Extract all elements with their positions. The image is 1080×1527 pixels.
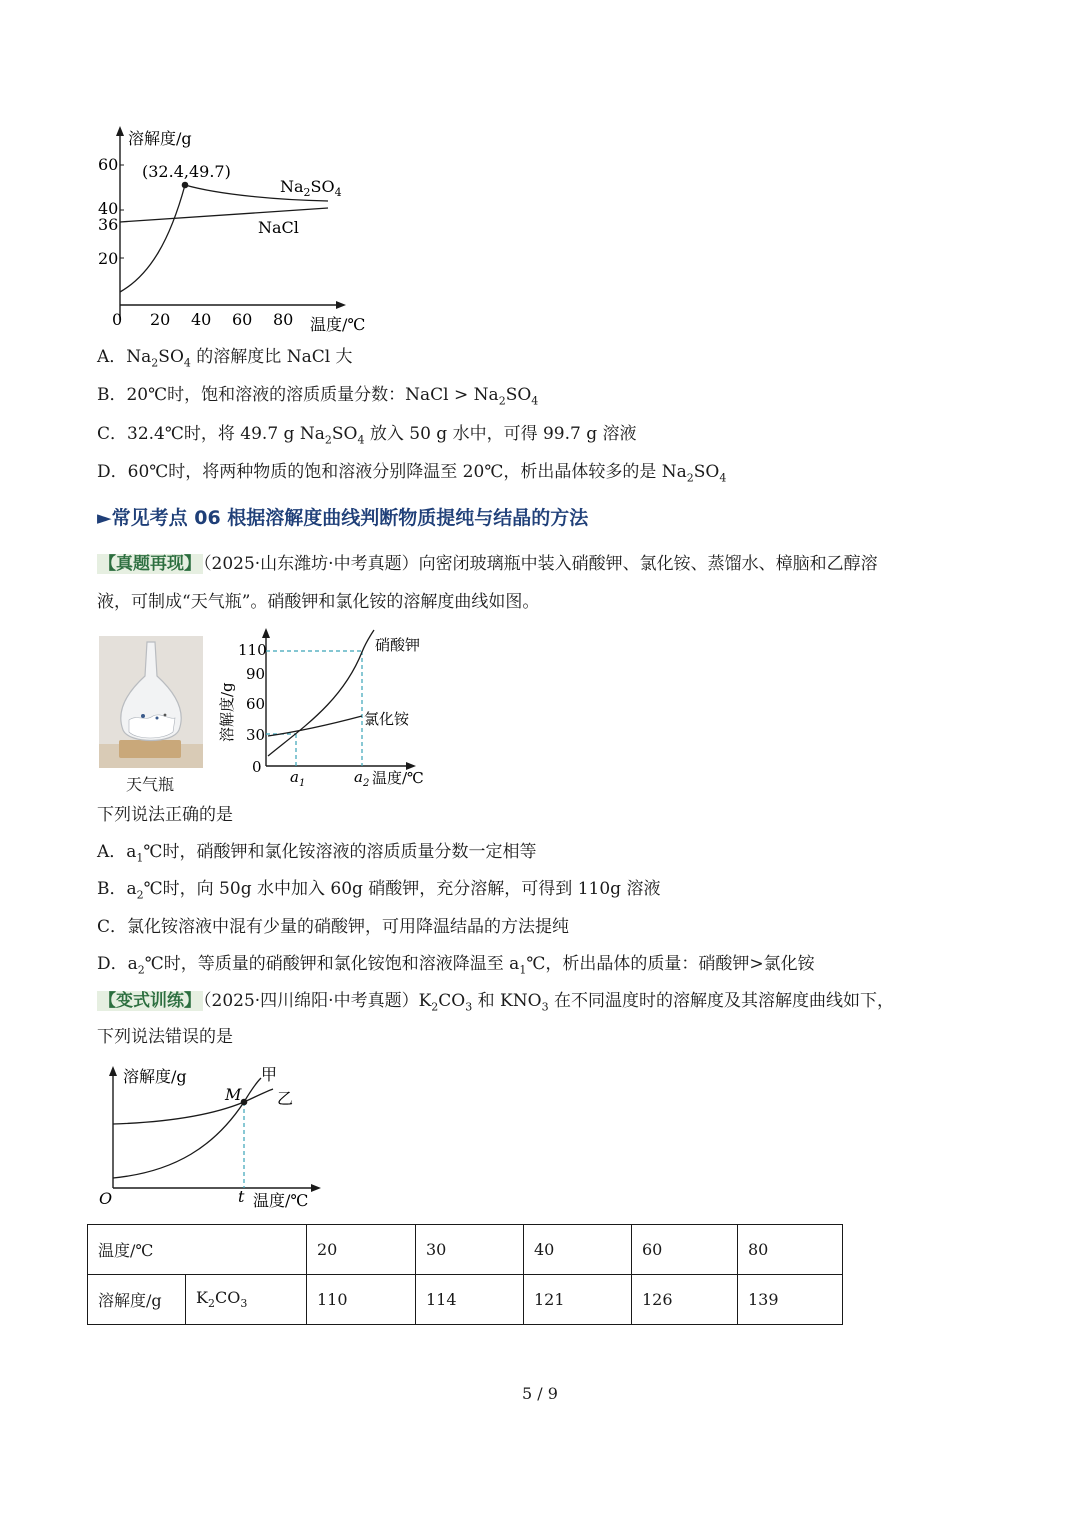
q3-intro-line2: 下列说法错误的是: [97, 1027, 233, 1047]
t-label: t: [238, 1187, 245, 1206]
chart-na2so4-nacl: [90, 120, 390, 335]
chart-jia-yi: [95, 1060, 335, 1215]
label-m: M: [225, 1085, 242, 1104]
q2-intro-line2: 液，可制成“天气瓶”。硝酸钾和氯化铵的溶解度曲线如图。: [97, 592, 540, 612]
q1-option-b: B．20℃时，饱和溶液的溶质质量分数：NaCl > $Na_2SO_4$: [97, 385, 539, 408]
x-tick-a1: $a_1$: [290, 768, 306, 789]
value-80: 139: [738, 1275, 843, 1325]
y-tick-20: 20: [98, 249, 119, 268]
y-axis-label: 溶解度/g: [218, 682, 236, 742]
q2-tag: 【真题再现】: [99, 554, 201, 574]
x-tick-60: 60: [232, 310, 253, 329]
curve-kno3: [268, 630, 374, 756]
y-axis-arrow: [262, 628, 270, 638]
y-tick-110: 110: [238, 641, 267, 659]
label-yi: 乙: [277, 1089, 294, 1108]
q2-option-b: B．$a_2℃$时，向 50g 水中加入 60g 硝酸钾，充分溶解，可得到 110g 溶液: [97, 879, 661, 902]
point-32-4: [182, 182, 189, 189]
point-label: (32.4,49.7): [142, 162, 231, 181]
section-heading: ►常见考点 06 根据溶解度曲线判断物质提纯与结晶的方法: [97, 507, 589, 529]
temp-20: 20: [307, 1225, 416, 1275]
x-axis-label: 温度/℃: [253, 1191, 309, 1210]
photo-caption: 天气瓶: [126, 775, 175, 794]
label-nacl: NaCl: [258, 218, 299, 237]
label-nh4cl: 氯化铵: [364, 710, 410, 728]
label-kno3: 硝酸钾: [375, 636, 421, 654]
q2-intro-line1: 【真题再现】 （2025·山东潍坊·中考真题）向密闭玻璃瓶中装入硝酸钾、氯化铵、蒸馏水、樟脑和乙醇溶: [99, 554, 878, 574]
q3-tag: 【变式训练】: [99, 991, 201, 1011]
q2-option-a: A．$a_1℃$时，硝酸钾和氯化铵溶液的溶质质量分数一定相等: [97, 842, 537, 865]
row-label: 溶解度/g: [88, 1275, 186, 1325]
y-tick-60: 60: [98, 155, 119, 174]
value-30: 114: [416, 1275, 524, 1325]
curve-nh4cl: [268, 716, 362, 736]
substance-k2co3: $K_2CO_3$: [186, 1275, 307, 1325]
x-axis-label: 温度/℃: [310, 315, 366, 334]
y-axis-label: 溶解度/g: [123, 1067, 187, 1086]
q3-intro-line1: 【变式训练】 （2025·四川绵阳·中考真题）$K_2CO_3$ 和 $KNO_3$ 在不同温度时的溶解度及其溶解度曲线如下，: [99, 991, 894, 1014]
y-axis-arrow: [116, 126, 124, 136]
x-axis-arrow: [336, 301, 346, 309]
weather-bottle-photo: [99, 636, 203, 768]
y-tick-90: 90: [246, 665, 266, 683]
label-na2so4: $Na_2SO_4$: [280, 177, 342, 199]
table-row-header: [88, 1225, 843, 1275]
x-axis-arrow: [311, 1184, 321, 1192]
x-tick-40: 40: [191, 310, 212, 329]
q2-question: 下列说法正确的是: [97, 805, 233, 825]
value-60: 126: [632, 1275, 738, 1325]
temp-30: 30: [416, 1225, 524, 1275]
page-number: 5 / 9: [522, 1384, 558, 1403]
y-tick-36: 36: [98, 215, 119, 234]
y-tick-0: 0: [252, 758, 262, 776]
y-axis-arrow: [109, 1066, 117, 1076]
temp-80: 80: [738, 1225, 843, 1275]
value-20: 110: [307, 1275, 416, 1325]
x-tick-80: 80: [273, 310, 294, 329]
q2-option-c: C．氯化铵溶液中混有少量的硝酸钾，可用降温结晶的方法提纯: [97, 917, 570, 937]
x-axis-label: 温度/℃: [372, 769, 424, 787]
temp-40: 40: [524, 1225, 632, 1275]
q1-option-d: D．60℃时，将两种物质的饱和溶液分别降温至 20℃，析出晶体较多的是 $Na_2SO_4$: [97, 462, 727, 485]
solubility-table: [87, 1224, 843, 1325]
value-40: 121: [524, 1275, 632, 1325]
y-axis-label: 溶解度/g: [128, 129, 192, 148]
q1-option-a: A．$Na_2SO_4$ 的溶解度比 NaCl 大: [97, 347, 353, 370]
x-tick-20: 20: [150, 310, 171, 329]
origin-label: O: [99, 1189, 113, 1208]
x-tick-a2: $a_2$: [354, 768, 370, 789]
x-tick-0: 0: [112, 310, 123, 329]
y-tick-60: 60: [246, 695, 266, 713]
temp-60: 60: [632, 1225, 738, 1275]
chart-kno3-nh4cl: [212, 624, 442, 794]
curve-na2so4: [120, 185, 328, 292]
label-jia: 甲: [261, 1065, 278, 1084]
y-tick-30: 30: [246, 726, 266, 744]
header-label: 温度/℃: [88, 1225, 307, 1275]
y-tick-40: 40: [98, 199, 119, 218]
table-row-k2co3: [88, 1275, 843, 1325]
q2-option-d: D．$a_2℃$时，等质量的硝酸钾和氯化铵饱和溶液降温至 $a_1℃$，析出晶体的质量：硝酸钾>氯化铵: [97, 954, 815, 977]
point-m: [241, 1099, 248, 1106]
q1-option-c: C．32.4℃时，将 49.7 g $Na_2SO_4$ 放入 50 g 水中，可得 99.7 g 溶液: [97, 424, 637, 447]
